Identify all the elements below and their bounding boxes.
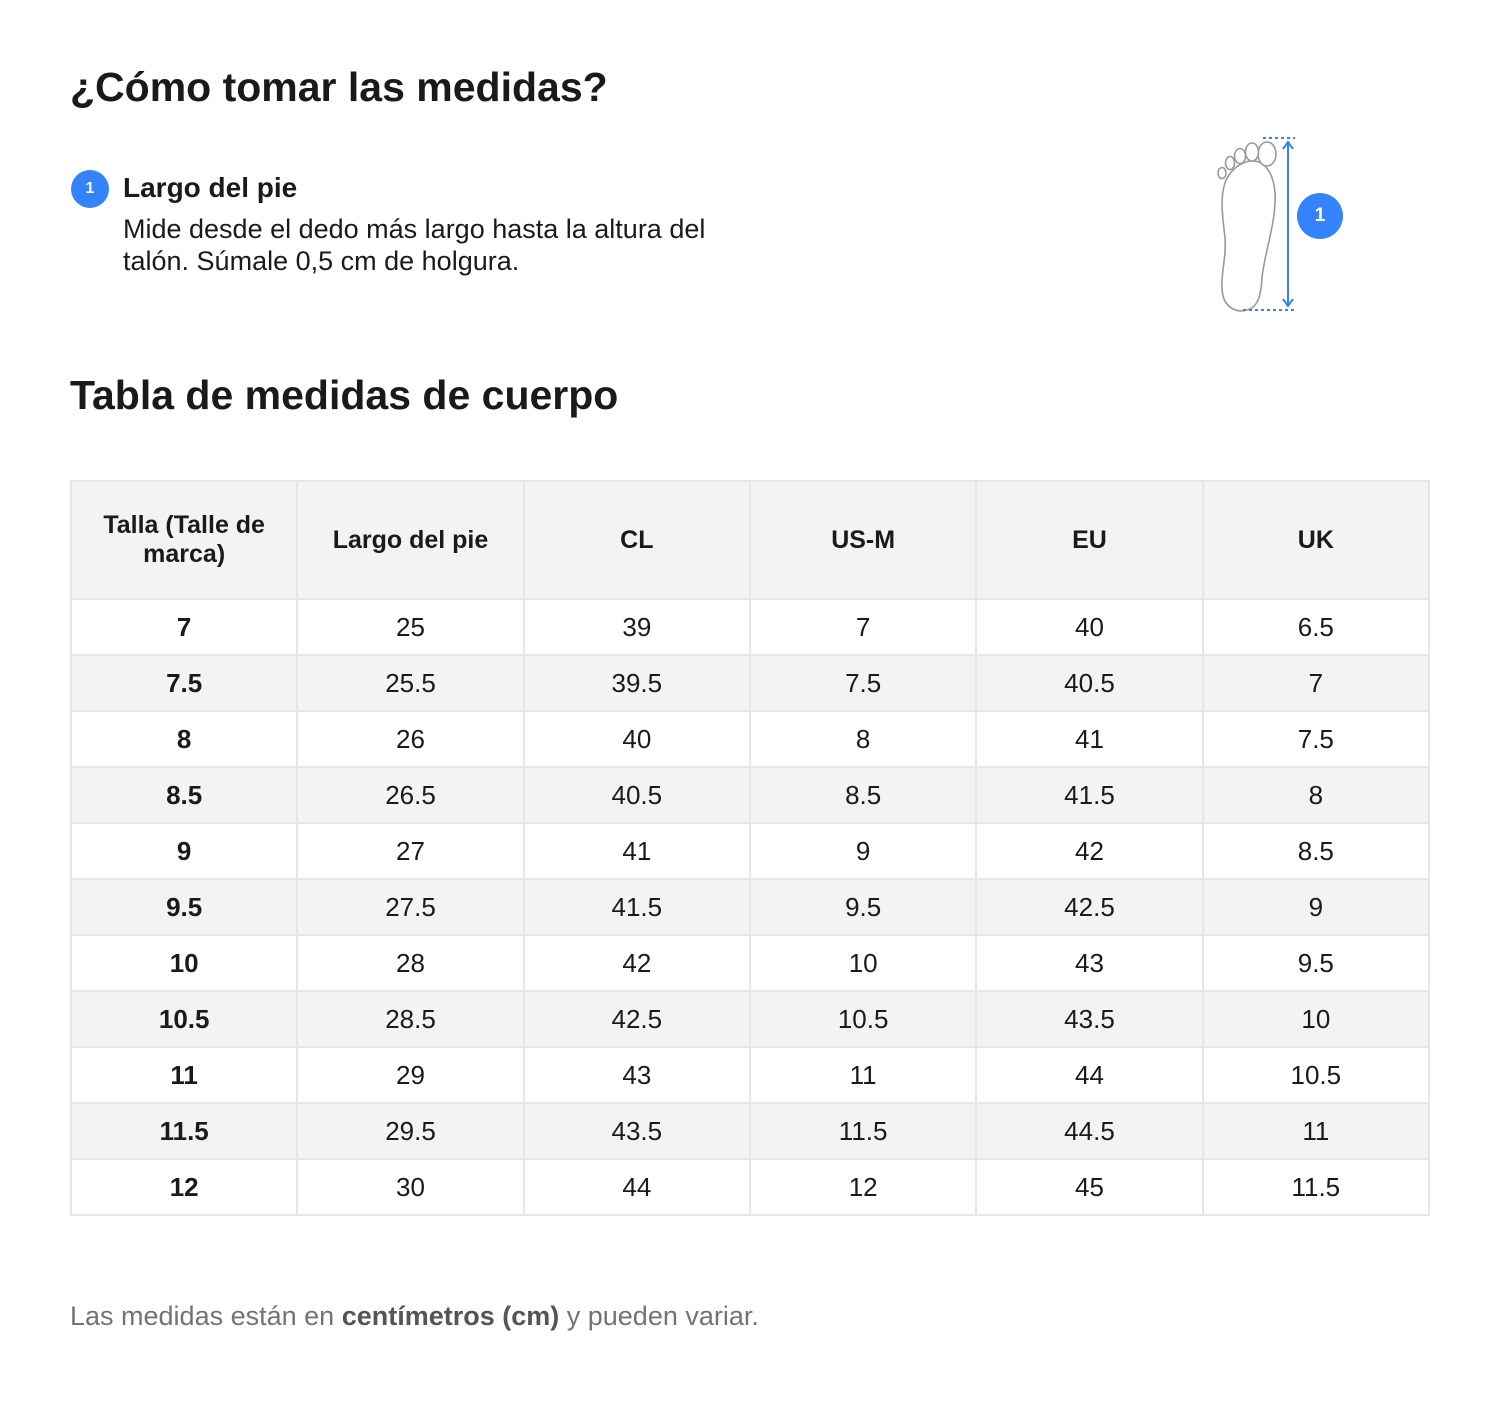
- foot-length-cell: 28: [297, 935, 523, 991]
- size-cell: 10: [71, 935, 297, 991]
- uk-cell: 11.5: [1203, 1159, 1429, 1215]
- size-cell: 12: [71, 1159, 297, 1215]
- uk-cell: 9.5: [1203, 935, 1429, 991]
- us-m-cell: 7: [750, 599, 976, 655]
- us-m-cell: 12: [750, 1159, 976, 1215]
- uk-cell: 7: [1203, 655, 1429, 711]
- step-title: Largo del pie: [123, 172, 298, 203]
- eu-cell: 42.5: [976, 879, 1202, 935]
- table-row: [71, 1103, 1429, 1159]
- footnote-unit: centímetros (cm): [341, 1301, 560, 1331]
- table-row: [71, 1047, 1429, 1103]
- uk-cell: 8.5: [1203, 823, 1429, 879]
- cl-cell: 39: [524, 599, 750, 655]
- eu-cell: 40: [976, 599, 1202, 655]
- us-m-cell: 11: [750, 1047, 976, 1103]
- footnote-prefix: Las medidas están en: [70, 1301, 342, 1331]
- eu-cell: 41.5: [976, 767, 1202, 823]
- cl-cell: 41.5: [524, 879, 750, 935]
- table-row: [71, 655, 1429, 711]
- us-m-cell: 8.5: [750, 767, 976, 823]
- foot-length-cell: 26.5: [297, 767, 523, 823]
- table-row: [71, 935, 1429, 991]
- header-us-m: US-M: [750, 481, 976, 599]
- cl-cell: 44: [524, 1159, 750, 1215]
- header-uk: UK: [1203, 481, 1429, 599]
- size-cell: 10.5: [71, 991, 297, 1047]
- page-title: ¿Cómo tomar las medidas?: [70, 64, 608, 110]
- eu-cell: 45: [976, 1159, 1202, 1215]
- foot-length-cell: 29: [297, 1047, 523, 1103]
- header-eu: EU: [976, 481, 1202, 599]
- header-cl: CL: [524, 481, 750, 599]
- eu-cell: 43.5: [976, 991, 1202, 1047]
- size-cell: 11: [71, 1047, 297, 1103]
- table-row: [71, 599, 1429, 655]
- cl-cell: 43: [524, 1047, 750, 1103]
- foot-length-cell: 29.5: [297, 1103, 523, 1159]
- uk-cell: 11: [1203, 1103, 1429, 1159]
- us-m-cell: 7.5: [750, 655, 976, 711]
- foot-measure-badge: 1: [1297, 193, 1343, 239]
- size-cell: 8.5: [71, 767, 297, 823]
- eu-cell: 43: [976, 935, 1202, 991]
- step-number-badge: 1: [71, 170, 109, 208]
- size-chart-table: [70, 480, 1430, 1216]
- uk-cell: 10: [1203, 991, 1429, 1047]
- foot-length-cell: 30: [297, 1159, 523, 1215]
- cl-cell: 42.5: [524, 991, 750, 1047]
- footnote-suffix: y pueden variar.: [559, 1301, 759, 1331]
- us-m-cell: 8: [750, 711, 976, 767]
- cl-cell: 43.5: [524, 1103, 750, 1159]
- table-row: [71, 767, 1429, 823]
- eu-cell: 42: [976, 823, 1202, 879]
- table-row: [71, 879, 1429, 935]
- table-row: [71, 823, 1429, 879]
- table-row: [71, 991, 1429, 1047]
- eu-cell: 41: [976, 711, 1202, 767]
- eu-cell: 40.5: [976, 655, 1202, 711]
- us-m-cell: 9.5: [750, 879, 976, 935]
- table-row: [71, 1159, 1429, 1215]
- us-m-cell: 10: [750, 935, 976, 991]
- size-cell: 9.5: [71, 879, 297, 935]
- eu-cell: 44.5: [976, 1103, 1202, 1159]
- us-m-cell: 10.5: [750, 991, 976, 1047]
- uk-cell: 10.5: [1203, 1047, 1429, 1103]
- uk-cell: 9: [1203, 879, 1429, 935]
- size-cell: 7: [71, 599, 297, 655]
- header-talla: Talla (Talle de marca): [71, 481, 297, 599]
- cl-cell: 42: [524, 935, 750, 991]
- foot-length-cell: 25.5: [297, 655, 523, 711]
- uk-cell: 8: [1203, 767, 1429, 823]
- us-m-cell: 9: [750, 823, 976, 879]
- size-cell: 11.5: [71, 1103, 297, 1159]
- header-largo-pie: Largo del pie: [297, 481, 523, 599]
- uk-cell: 7.5: [1203, 711, 1429, 767]
- foot-length-cell: 26: [297, 711, 523, 767]
- size-cell: 8: [71, 711, 297, 767]
- foot-length-cell: 28.5: [297, 991, 523, 1047]
- us-m-cell: 11.5: [750, 1103, 976, 1159]
- footnote: [70, 1298, 759, 1334]
- foot-length-cell: 25: [297, 599, 523, 655]
- cl-cell: 40: [524, 711, 750, 767]
- foot-length-cell: 27.5: [297, 879, 523, 935]
- eu-cell: 44: [976, 1047, 1202, 1103]
- table-title: Tabla de medidas de cuerpo: [70, 372, 619, 418]
- foot-length-cell: 27: [297, 823, 523, 879]
- table-row: [71, 711, 1429, 767]
- cl-cell: 40.5: [524, 767, 750, 823]
- cl-cell: 39.5: [524, 655, 750, 711]
- size-cell: 9: [71, 823, 297, 879]
- uk-cell: 6.5: [1203, 599, 1429, 655]
- cl-cell: 41: [524, 823, 750, 879]
- size-cell: 7.5: [71, 655, 297, 711]
- table-header-row: [71, 481, 1429, 599]
- step-description: Mide desde el dedo más largo hasta la altura del talón. Súmale 0,5 cm de holgura.: [123, 214, 706, 276]
